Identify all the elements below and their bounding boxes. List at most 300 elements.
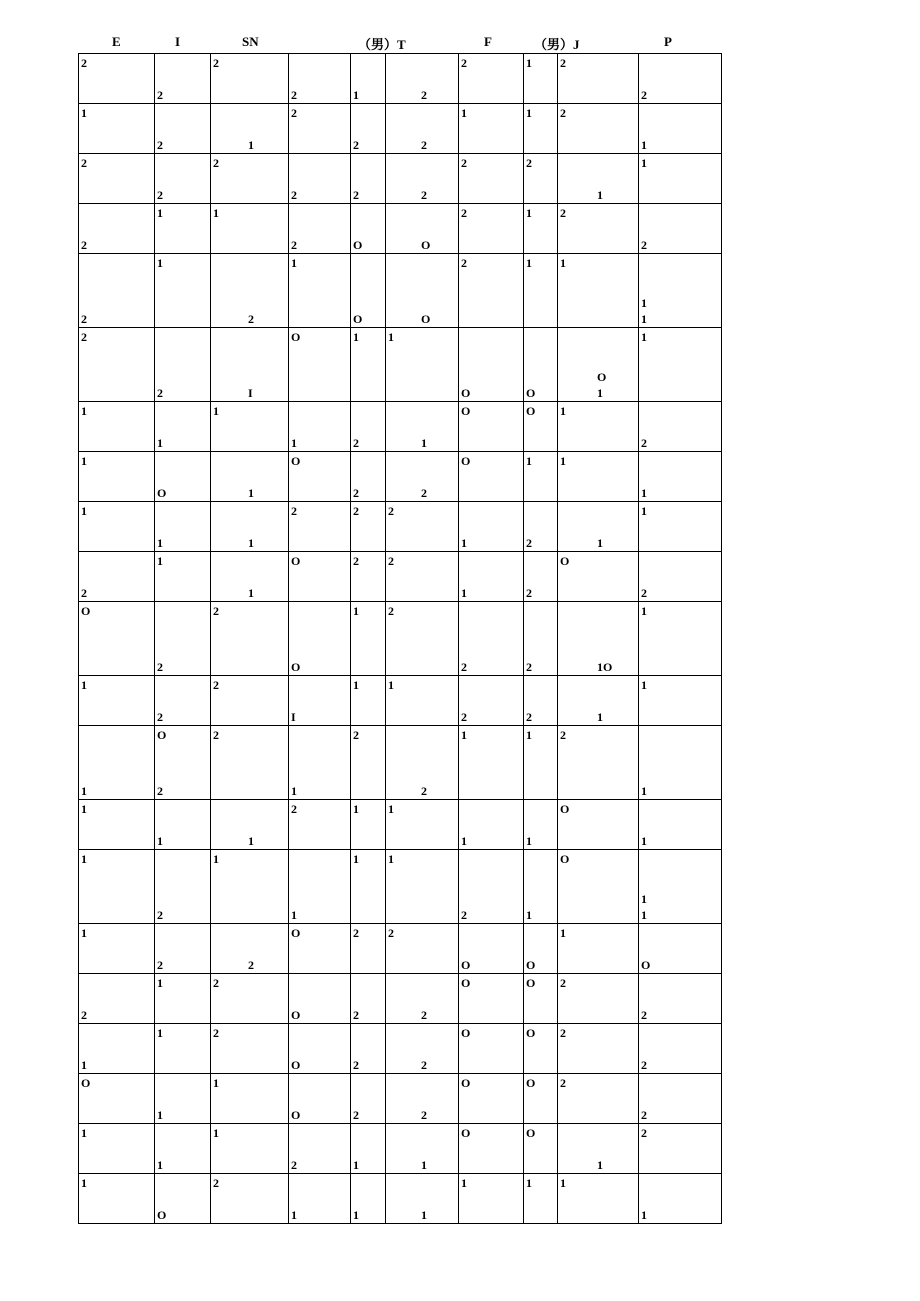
table-cell <box>211 502 289 552</box>
cell-value: 1 <box>81 852 87 866</box>
table-cell <box>155 1174 211 1224</box>
table-cell <box>459 726 524 800</box>
cell-value: O <box>291 554 301 568</box>
cell-value: 1 <box>291 1208 297 1222</box>
table-cell <box>524 1124 558 1174</box>
cell-value: O <box>526 404 536 418</box>
table-cell <box>639 254 722 328</box>
cell-value: 2 <box>157 188 163 202</box>
table-cell <box>639 552 722 602</box>
table-cell <box>459 402 524 452</box>
cell-value: 2 <box>560 206 566 220</box>
cell-value: 1 <box>560 404 566 418</box>
cell-value: 2 <box>291 1158 297 1172</box>
cell-value: 2 <box>213 56 219 70</box>
cell-value: O <box>353 312 363 326</box>
table-cell <box>459 502 524 552</box>
table-cell <box>386 104 459 154</box>
cell-value: O <box>641 958 651 972</box>
cell-value: 2 <box>641 436 647 450</box>
cell-value: 2 <box>641 586 647 600</box>
cell-value: 2 <box>526 156 532 170</box>
cell-value: 2 <box>560 56 566 70</box>
table-cell <box>289 328 351 402</box>
cell-value: 1 <box>291 256 297 270</box>
table-cell <box>351 328 386 402</box>
cell-value: 1 <box>81 404 87 418</box>
table-cell <box>351 1024 386 1074</box>
table-cell <box>558 204 639 254</box>
cell-value: 1 <box>461 834 467 848</box>
cell-value: 2 <box>353 554 359 568</box>
table-cell <box>524 254 558 328</box>
cell-value: 2 <box>213 1176 219 1190</box>
cell-value: 1 <box>421 1158 427 1172</box>
cell-value: 2 <box>421 188 427 202</box>
table-cell <box>155 1074 211 1124</box>
cell-value: 2 <box>421 1008 427 1022</box>
cell-value: 1 <box>641 604 647 618</box>
table-cell <box>558 1174 639 1224</box>
cell-value: 1 <box>81 106 87 120</box>
table-cell <box>386 1074 459 1124</box>
cell-value: O <box>291 454 301 468</box>
table-cell <box>351 726 386 800</box>
table-cell <box>79 254 155 328</box>
cell-value: 1 <box>461 536 467 550</box>
cell-value: 1 <box>641 678 647 692</box>
table-row <box>79 1174 722 1224</box>
table-row <box>79 552 722 602</box>
cell-value: I <box>291 710 296 724</box>
table-cell <box>211 204 289 254</box>
table-cell <box>524 204 558 254</box>
table-cell <box>639 1024 722 1074</box>
table-cell <box>351 974 386 1024</box>
table-cell <box>211 104 289 154</box>
cell-value: 1 <box>421 436 427 450</box>
cell-value: 1 <box>157 256 163 270</box>
cell-value: 2 <box>353 1058 359 1072</box>
cell-value: O <box>291 1058 301 1072</box>
cell-value: O <box>560 802 570 816</box>
table-cell <box>558 974 639 1024</box>
cell-value: 1 <box>157 536 163 550</box>
table-cell <box>639 502 722 552</box>
cell-value: 2 <box>421 138 427 152</box>
table-cell <box>386 502 459 552</box>
table-cell <box>639 328 722 402</box>
cell-value: 1 <box>81 802 87 816</box>
table-cell <box>639 974 722 1024</box>
cell-value: 2 <box>641 1126 647 1140</box>
cell-value: 2 <box>353 1108 359 1122</box>
table-cell <box>155 800 211 850</box>
cell-value: 2 <box>81 238 87 252</box>
table-cell <box>79 800 155 850</box>
table-cell <box>211 154 289 204</box>
cell-value: 2 <box>291 188 297 202</box>
table-row <box>79 924 722 974</box>
header-t: （男）T <box>358 37 406 52</box>
table-cell <box>558 1124 639 1174</box>
table-row <box>79 154 722 204</box>
table-cell <box>211 850 289 924</box>
table-cell <box>289 254 351 328</box>
table-cell <box>155 924 211 974</box>
cell-value: 2 <box>421 88 427 102</box>
table-cell <box>211 328 289 402</box>
table-cell <box>155 602 211 676</box>
cell-value: 1 <box>81 784 87 798</box>
cell-value: 1 <box>560 1176 566 1190</box>
cell-value: O <box>526 1026 536 1040</box>
table-cell <box>211 402 289 452</box>
table-cell <box>524 726 558 800</box>
cell-value: 2 <box>213 604 219 618</box>
cell-value: 1 <box>388 678 394 692</box>
table-cell <box>459 676 524 726</box>
table-cell <box>211 800 289 850</box>
cell-value: 1 <box>81 504 87 518</box>
table-cell <box>351 452 386 502</box>
cell-value: 1 <box>641 486 647 500</box>
table-cell <box>639 676 722 726</box>
table-cell <box>639 204 722 254</box>
table-cell <box>639 1174 722 1224</box>
cell-value: 2 <box>461 710 467 724</box>
table-cell <box>386 1024 459 1074</box>
table-cell <box>155 402 211 452</box>
cell-value: 1 <box>213 1126 219 1140</box>
cell-value: 2 <box>81 56 87 70</box>
cell-value: 1 <box>641 296 647 310</box>
table-row <box>79 676 722 726</box>
cell-value: O <box>291 1008 301 1022</box>
cell-value: 1 <box>641 1208 647 1222</box>
cell-value: 2 <box>560 728 566 742</box>
table-cell <box>524 104 558 154</box>
table-cell <box>639 452 722 502</box>
cell-value: O <box>291 330 301 344</box>
cell-value: O <box>81 604 91 618</box>
cell-value: O <box>157 486 167 500</box>
table-cell <box>155 1124 211 1174</box>
table-cell <box>79 552 155 602</box>
cell-value: 1 <box>461 1176 467 1190</box>
cell-value: O <box>597 370 607 384</box>
cell-value: 2 <box>157 138 163 152</box>
cell-value: 2 <box>560 106 566 120</box>
cell-value: 1 <box>421 1208 427 1222</box>
table-cell <box>459 1124 524 1174</box>
table-cell <box>639 924 722 974</box>
cell-value: 1 <box>597 386 603 400</box>
table-cell <box>211 1124 289 1174</box>
table-cell <box>524 154 558 204</box>
cell-value: 1 <box>157 1026 163 1040</box>
cell-value: 2 <box>157 660 163 674</box>
cell-value: 2 <box>353 436 359 450</box>
table-cell <box>524 602 558 676</box>
table-cell <box>155 676 211 726</box>
table-cell <box>289 974 351 1024</box>
table-cell <box>524 402 558 452</box>
table-cell <box>639 154 722 204</box>
table-cell <box>386 402 459 452</box>
table-row <box>79 104 722 154</box>
cell-value: O <box>353 238 363 252</box>
table-row <box>79 800 722 850</box>
cell-value: 1 <box>291 908 297 922</box>
table-row <box>79 1024 722 1074</box>
table-cell <box>79 1024 155 1074</box>
cell-value: O <box>81 1076 91 1090</box>
cell-value: 2 <box>81 1008 87 1022</box>
cell-value: 1 <box>213 1076 219 1090</box>
table-cell <box>558 552 639 602</box>
table-row <box>79 402 722 452</box>
table-cell <box>639 602 722 676</box>
cell-value: O <box>461 404 471 418</box>
table-cell <box>289 552 351 602</box>
cell-value: 2 <box>641 1108 647 1122</box>
table-cell <box>289 1174 351 1224</box>
table-cell <box>155 54 211 104</box>
table-cell <box>459 54 524 104</box>
cell-value: O <box>157 728 167 742</box>
cell-value: 1 <box>560 454 566 468</box>
table-cell <box>459 254 524 328</box>
cell-value: 2 <box>641 88 647 102</box>
cell-value: 1 <box>248 834 254 848</box>
cell-value: 2 <box>213 728 219 742</box>
cell-value: 1 <box>560 926 566 940</box>
cell-value: O <box>560 554 570 568</box>
cell-value: 1 <box>526 256 532 270</box>
cell-value: O <box>461 386 471 400</box>
cell-value: 2 <box>388 504 394 518</box>
cell-value: 2 <box>213 156 219 170</box>
cell-value: 2 <box>353 486 359 500</box>
table-cell <box>351 54 386 104</box>
table-cell <box>558 254 639 328</box>
table-row <box>79 204 722 254</box>
cell-value: 1 <box>526 834 532 848</box>
table-cell <box>459 328 524 402</box>
table-cell <box>211 676 289 726</box>
cell-value: 1 <box>461 106 467 120</box>
table-cell <box>524 452 558 502</box>
table-cell <box>386 800 459 850</box>
cell-value: 2 <box>157 958 163 972</box>
cell-value: 1 <box>526 206 532 220</box>
table-cell <box>289 924 351 974</box>
table-cell <box>386 974 459 1024</box>
table-cell <box>351 602 386 676</box>
cell-value: 2 <box>526 536 532 550</box>
table-cell <box>79 502 155 552</box>
table-cell <box>386 54 459 104</box>
table-cell <box>351 204 386 254</box>
cell-value: 1 <box>641 504 647 518</box>
table-cell <box>351 1174 386 1224</box>
cell-value: 1 <box>81 1176 87 1190</box>
table-cell <box>289 502 351 552</box>
cell-value: 1 <box>526 56 532 70</box>
cell-value: 1 <box>388 330 394 344</box>
cell-value: 1 <box>461 728 467 742</box>
table-cell <box>639 104 722 154</box>
cell-value: 1 <box>641 138 647 152</box>
table-cell <box>524 54 558 104</box>
table-cell <box>351 1074 386 1124</box>
table-cell <box>211 974 289 1024</box>
table-cell <box>79 154 155 204</box>
cell-value: 2 <box>421 1108 427 1122</box>
cell-value: 2 <box>560 976 566 990</box>
table-cell <box>289 54 351 104</box>
table-cell <box>524 850 558 924</box>
cell-value: 2 <box>353 1008 359 1022</box>
table-cell <box>639 800 722 850</box>
cell-value: 1 <box>641 330 647 344</box>
cell-value: 2 <box>81 312 87 326</box>
cell-value: 2 <box>248 312 254 326</box>
table-cell <box>558 502 639 552</box>
table-cell <box>79 924 155 974</box>
table-cell <box>459 552 524 602</box>
table-cell <box>459 602 524 676</box>
table-cell <box>351 800 386 850</box>
table-cell <box>459 924 524 974</box>
cell-value: 1 <box>597 188 603 202</box>
table-cell <box>558 924 639 974</box>
table-cell <box>639 1124 722 1174</box>
cell-value: 2 <box>461 156 467 170</box>
table-cell <box>155 154 211 204</box>
header-i: I <box>175 34 181 49</box>
table-cell <box>79 1074 155 1124</box>
table-cell <box>524 552 558 602</box>
table-row <box>79 328 722 402</box>
table-cell <box>155 850 211 924</box>
cell-value: 1 <box>641 784 647 798</box>
cell-value: 2 <box>421 486 427 500</box>
table-cell <box>79 452 155 502</box>
cell-value: 1O <box>597 660 613 674</box>
table-cell <box>289 850 351 924</box>
table-cell <box>558 402 639 452</box>
cell-value: 2 <box>353 188 359 202</box>
table-cell <box>155 726 211 800</box>
table-cell <box>155 328 211 402</box>
table-cell <box>386 552 459 602</box>
table-cell <box>289 1124 351 1174</box>
cell-value: 2 <box>560 1026 566 1040</box>
table-cell <box>459 452 524 502</box>
header-j: （男）J <box>534 37 580 52</box>
header-sn: SN <box>242 34 259 49</box>
table-cell <box>79 726 155 800</box>
cell-value: 2 <box>291 106 297 120</box>
cell-value: 2 <box>421 1058 427 1072</box>
table-cell <box>558 452 639 502</box>
cell-value: 2 <box>81 156 87 170</box>
cell-value: 1 <box>353 604 359 618</box>
table-cell <box>211 1174 289 1224</box>
table-cell <box>639 1074 722 1124</box>
table-row <box>79 1074 722 1124</box>
cell-value: 1 <box>353 1158 359 1172</box>
cell-value: I <box>248 386 253 400</box>
table-cell <box>639 850 722 924</box>
cell-value: O <box>461 1076 471 1090</box>
table-cell <box>459 1074 524 1124</box>
cell-value: 1 <box>353 330 359 344</box>
cell-value: 2 <box>526 586 532 600</box>
table-cell <box>639 402 722 452</box>
cell-value: 1 <box>526 728 532 742</box>
cell-value: 2 <box>353 926 359 940</box>
table-cell <box>351 402 386 452</box>
header-f: F <box>484 34 492 49</box>
cell-value: 2 <box>213 976 219 990</box>
table-cell <box>459 1174 524 1224</box>
table-cell <box>79 850 155 924</box>
table-cell <box>524 974 558 1024</box>
cell-value: O <box>421 238 431 252</box>
table-cell <box>211 924 289 974</box>
table-cell <box>558 328 639 402</box>
table-cell <box>639 726 722 800</box>
cell-value: 1 <box>213 404 219 418</box>
table-cell <box>558 154 639 204</box>
table-cell <box>211 452 289 502</box>
table-cell <box>459 204 524 254</box>
table-cell <box>351 1124 386 1174</box>
cell-value: 1 <box>248 486 254 500</box>
table-cell <box>211 54 289 104</box>
table-row <box>79 726 722 800</box>
table-cell <box>289 154 351 204</box>
table-cell <box>524 1074 558 1124</box>
table-cell <box>79 602 155 676</box>
cell-value: 1 <box>157 976 163 990</box>
table-cell <box>351 154 386 204</box>
table-cell <box>289 104 351 154</box>
header-e: E <box>112 34 121 49</box>
table-cell <box>558 1024 639 1074</box>
table-cell <box>211 254 289 328</box>
cell-value: 2 <box>641 238 647 252</box>
table-cell <box>211 726 289 800</box>
cell-value: O <box>526 386 536 400</box>
table-cell <box>459 154 524 204</box>
table-cell <box>79 328 155 402</box>
cell-value: O <box>526 1126 536 1140</box>
cell-value: 2 <box>641 1008 647 1022</box>
table-cell <box>155 552 211 602</box>
cell-value: O <box>526 976 536 990</box>
table-cell <box>155 974 211 1024</box>
table-cell <box>289 676 351 726</box>
table-cell <box>459 1024 524 1074</box>
cell-value: O <box>157 1208 167 1222</box>
cell-value: 2 <box>157 784 163 798</box>
table-cell <box>289 800 351 850</box>
cell-value: 2 <box>291 802 297 816</box>
